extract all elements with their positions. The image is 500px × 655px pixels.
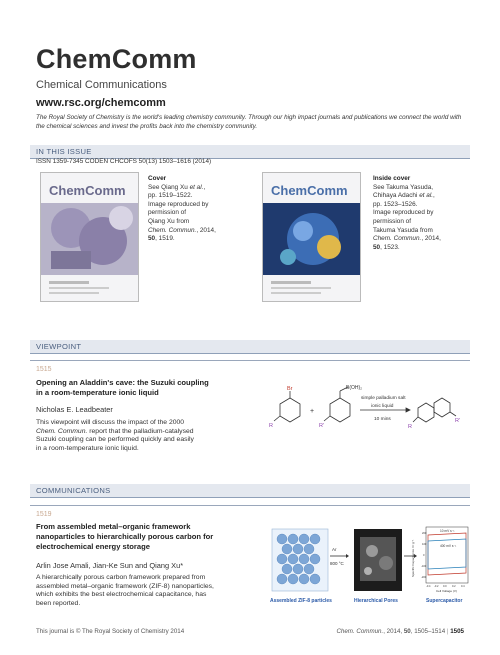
inside-cover-thumbnail-graphic [263,173,361,302]
viewpoint-label: VIEWPOINT [36,342,82,351]
communication-graphical-abstract [268,523,470,607]
cv-label-400: 400 mV s⁻¹ [440,544,457,548]
cover-caption: Cover See Qiang Xu et al., pp. 1519–1522. Image reproduced by permission of Qiang Xu from Chem. Commun., 2014, 50, 1519. [148,175,228,244]
communications-label: COMMUNICATIONS [36,486,111,495]
cv-plot-panel [411,527,468,593]
cover-image[interactable] [40,172,139,302]
product-r-prime-label: R' [455,418,461,424]
biaryl-ring-right [434,398,450,417]
temperature-label: 800 °C [330,561,344,566]
issn-line: ISSN 1359-7345 CODEN CHCOFS 50(13) 1503–1616 (2014) [36,158,212,165]
communication-title[interactable]: From assembled metal–organic framework nanoparticles to hierarchically porous carbon for electrochemical energy storage [36,522,214,551]
viewpoint-abstract: This viewpoint will discuss the impact of the 2000 Chem. Commun. report that the palladium-catalysed Suzuki coupling can be performed quickly and easily in a room-temperature ionic liquid. [36,419,194,453]
zif8-particles-panel [272,529,328,591]
in-this-issue-bar [30,145,470,159]
boronic-acid-label: B(OH)₂ [346,385,363,391]
r-prime-substituent-label: R' [319,423,325,429]
inside-cover-image[interactable] [262,172,361,302]
cover-heading: Cover [148,175,167,182]
reagent-catalyst: simple palladium salt [361,396,406,401]
product-r-label: R [408,424,412,430]
footer-copyright: This journal is © The Royal Society of Chemistry 2014 [36,628,185,635]
argon-label: Ar [332,547,337,552]
suzuki-reaction-scheme [268,382,468,450]
biaryl-ring-left [418,403,434,422]
journal-subtitle: Chemical Communications [36,79,167,91]
rsc-blurb: The Royal Society of Chemistry is the world's leading chemistry community. Through our high impact journals and publications we connect the world with the chemical sciences and invest the profits back into the chemistry community. [36,114,462,130]
inside-cover-caption: Inside cover See Takuma Yasuda, Chihaya Adachi et al., pp. 1523–1526. Image reproduced by permission of Takuma Yasuda from Chem. Commun., 2014, 50, 1523. [373,175,463,252]
cv-y-tick-0: 200 [422,532,427,535]
cover-thumbnail-graphic [41,173,139,302]
cv-x-tick-4: 0.4 [461,585,465,588]
cv-y-tick-2: 0 [423,554,425,557]
cover-thumb-title: ChemComm [49,183,126,198]
viewpoint-title[interactable]: Opening an Aladdin's cave: the Suzuki coupling in a room-temperature ionic liquid [36,378,209,397]
viewpoint-divider [30,360,470,361]
bromine-label: Br [287,386,293,392]
cv-x-axis-label: Cell Voltage (V) [436,589,457,593]
communication-authors: Arlin Jose Amali, Jian-Ke Sun and Qiang Xu* [36,561,184,570]
boronic-acid-ring [330,398,350,422]
communication-page-number[interactable]: 1519 [36,511,52,518]
plus-sign: + [310,408,315,415]
journal-masthead [36,44,197,75]
cv-y-tick-1: 100 [422,543,427,546]
cv-y-tick-4: -200 [421,576,427,579]
cv-x-tick-3: 0.2 [452,585,456,588]
communications-bar [30,484,470,498]
reagent-time: 10 mins [374,417,391,422]
pores-caption: Hierarchical Pores [354,598,398,604]
communication-abstract: A hierarchically porous carbon framework prepared from assembled metal–organic framework (ZIF-8) nanoparticles, which exhibits the best electrochemical capacitance, has been reported. [36,574,214,608]
cv-x-tick-1: -0.2 [434,585,439,588]
communications-divider [30,505,470,506]
viewpoint-page-number[interactable]: 1515 [36,366,52,373]
hierarchical-pores-panel [354,529,402,591]
r-substituent-label: R [269,423,273,429]
journal-title: ChemComm [36,44,197,74]
inside-cover-heading: Inside cover [373,175,411,182]
journal-url-link[interactable]: www.rsc.org/chemcomm [36,97,166,109]
footer-citation: Chem. Commun., 2014, 50, 1505–1514 | 1505 [336,628,464,635]
supercapacitor-caption: Supercapacitor [426,598,463,604]
reagent-solvent: ionic liquid [371,404,394,409]
cv-y-tick-3: -100 [421,565,427,568]
cv-x-tick-2: 0.0 [443,585,447,588]
aryl-halide-ring [280,398,300,422]
in-this-issue-label: IN THIS ISSUE [36,147,92,156]
zif8-caption: Assembled ZIF-8 particles [270,598,332,604]
cv-label-10: 10 mV s⁻¹ [440,529,455,533]
cv-y-axis-label: Specific Capacitance / F g⁻¹ [411,539,415,577]
inside-cover-thumb-title: ChemComm [271,183,348,198]
footer-page-number: 1505 [450,628,464,635]
cv-x-tick-0: -0.4 [426,585,431,588]
viewpoint-bar [30,340,470,354]
viewpoint-authors: Nicholas E. Leadbeater [36,405,113,414]
